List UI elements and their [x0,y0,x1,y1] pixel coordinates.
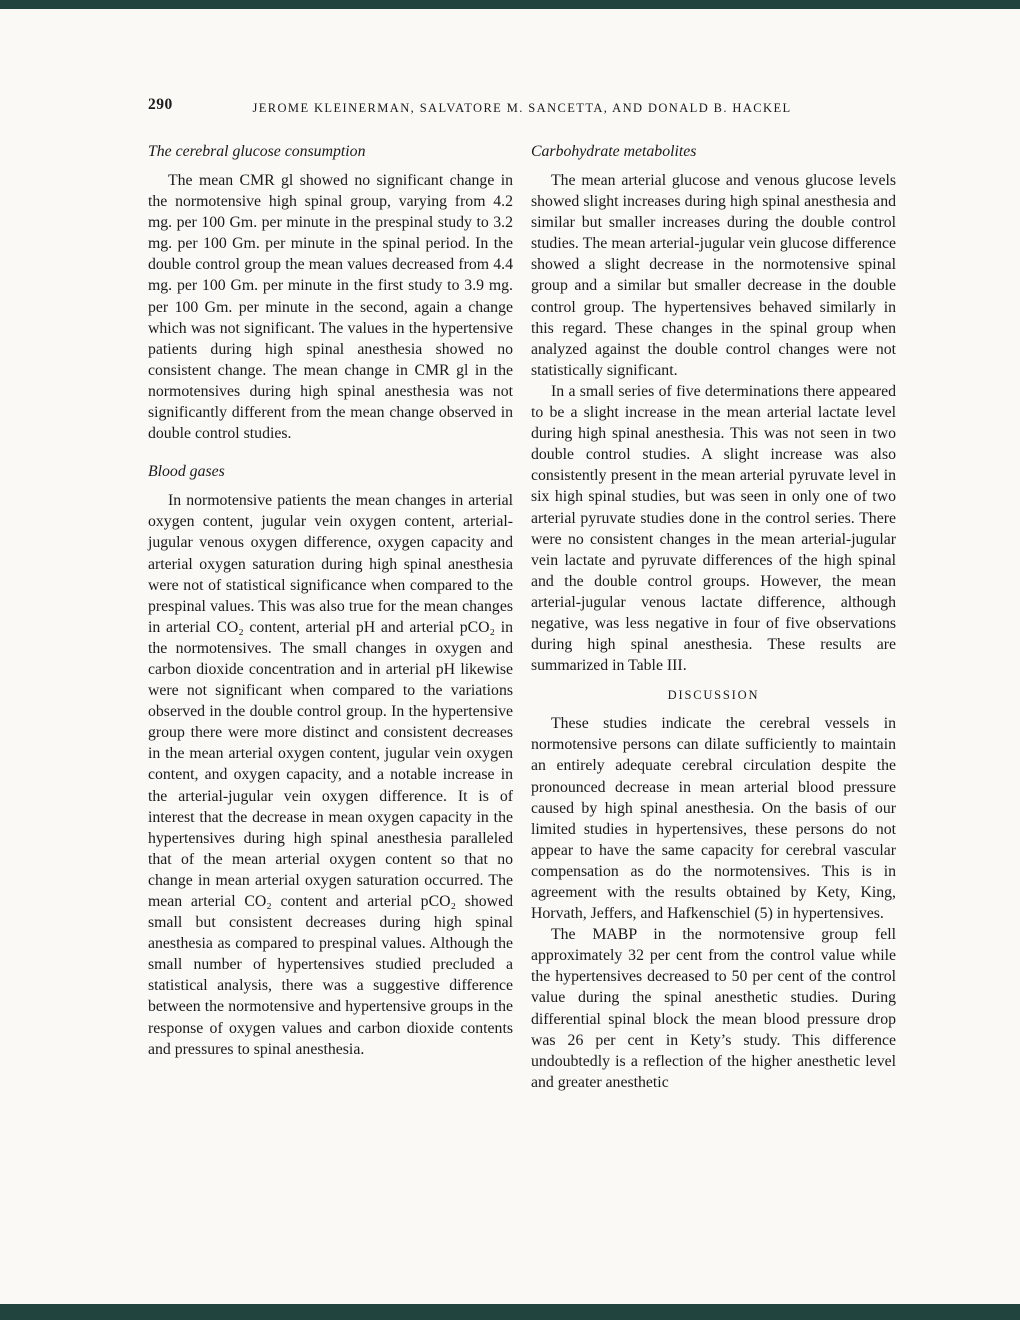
left-column [148,141,513,1093]
right-column [531,141,896,1093]
scan-artifact-top-bar [0,0,1020,9]
section-heading-cerebral-glucose-consumption: The cerebral glucose consumption [148,143,366,160]
scan-artifact-bottom-bar [0,1304,1020,1320]
page-number: 290 [148,96,173,113]
section-heading-carbohydrate-metabolites: Carbohydrate metabolites [531,143,697,160]
two-column-text-body [148,141,896,1093]
section-heading-discussion: DISCUSSION [667,688,760,703]
paragraph: The mean CMR gl showed no significant change in the normotensive high spinal group, varying from 4.2 mg. per 100 Gm. per minute in the prespinal study to 3.2 mg. per 100 Gm. per minute in the spinal period. In the double control group the mean values decreased from 4.4 mg. per 100 Gm. per minute in the first study to 3.9 mg. per 100 Gm. per minute in the second, again a change which was not significant. The values in the hypertensive patients during high spinal anesthesia showed no consistent change. The mean change in CMR gl in the normotensives during high spinal anesthesia was not significantly different from the mean change observed in double control studies. [148,172,513,443]
page-header [148,96,896,117]
paragraph: In a small series of five determinations there appeared to be a slight increase in the mean arterial lactate level during high spinal anesthesia. This was not seen in two double control studies. A slight increase was also consistently present in the mean arterial pyruvate level in six high spinal studies, but was seen in only one of two arterial pyruvate studies done in the control series. There were no consistent changes in the mean arterial-jugular vein lactate and pyruvate differences of the high spinal and the double control groups. However, the mean arterial-jugular venous lactate difference, although negative, was less negative in four of five observations during high spinal anesthesia. These results are summarized in Table III. [531,382,896,675]
running-head-authors: JEROME KLEINERMAN, SALVATORE M. SANCETTA, AND DONALD B. HACKEL [252,101,792,115]
paragraph: The MABP in the normotensive group fell approximately 32 per cent from the control value while the hypertensives decreased to 50 per cent of the control value during the spinal anesthetic studies. During differential spinal block the mean blood pressure drop was 26 per cent in Kety’s study. This difference undoubtedly is a reflection of the higher anesthetic level and greater anesthetic [531,926,896,1091]
section-heading-blood-gases: Blood gases [148,463,225,481]
paragraph: The mean arterial glucose and venous glucose levels showed slight increases during high spinal anesthesia and similar but smaller increases during the double control studies. The mean arterial-jugular vein glucose difference showed a slight decrease in the normotensive spinal group and a similar but smaller decrease in the double control group. The hypertensives behaved similarly in this regard. These changes in the spinal group when analyzed against the double control changes were not statistically significant. [531,172,896,379]
paragraph: These studies indicate the cerebral vessels in normotensive persons can dilate sufficiently to maintain an entirely adequate cerebral circulation despite the pronounced decrease in mean arterial blood pressure caused by high spinal anesthesia. On the basis of our limited studies in hypertensives, these persons do not appear to have the same capacity for cerebral vascular compensation as do the normotensives. This is in agreement with the results obtained by Kety, King, Horvath, Jeffers, and Hafkenschiel (5) in hypertensives. [531,715,896,923]
paragraph: In normotensive patients the mean changes in arterial oxygen content, jugular vein oxygen content, arterial-jugular venous oxygen difference, oxygen capacity and arterial oxygen saturation during high spinal anesthesia were not of statistical significance when compared to the prespinal values. This was also true for the mean changes in arterial CO₂ content, arterial pH and arterial pCO₂ in the normotensives. The small changes in oxygen and carbon dioxide concentration and in arterial pH likewise were not significant when compared to the variations observed in the double control group. In the hypertensive group there were more distinct and consistent decreases in the mean arterial oxygen content, jugular vein oxygen content, and oxygen capacity, and a notable increase in the arterial-jugular vein oxygen difference. It is of interest that the decrease in mean oxygen capacity in the hypertensives during high spinal anesthesia paralleled that of the mean arterial oxygen content so that no change in mean arterial oxygen saturation occurred. The mean arterial CO₂ content and arterial pCO₂ showed small but consistent decreases during high spinal anesthesia as compared to prespinal values. Although the small number of hypertensives studied precluded a statistical analysis, there was a suggestive difference between the normotensive and hypertensive groups in the response of oxygen values and carbon dioxide contents and pressures to spinal anesthesia. [148,492,513,1058]
